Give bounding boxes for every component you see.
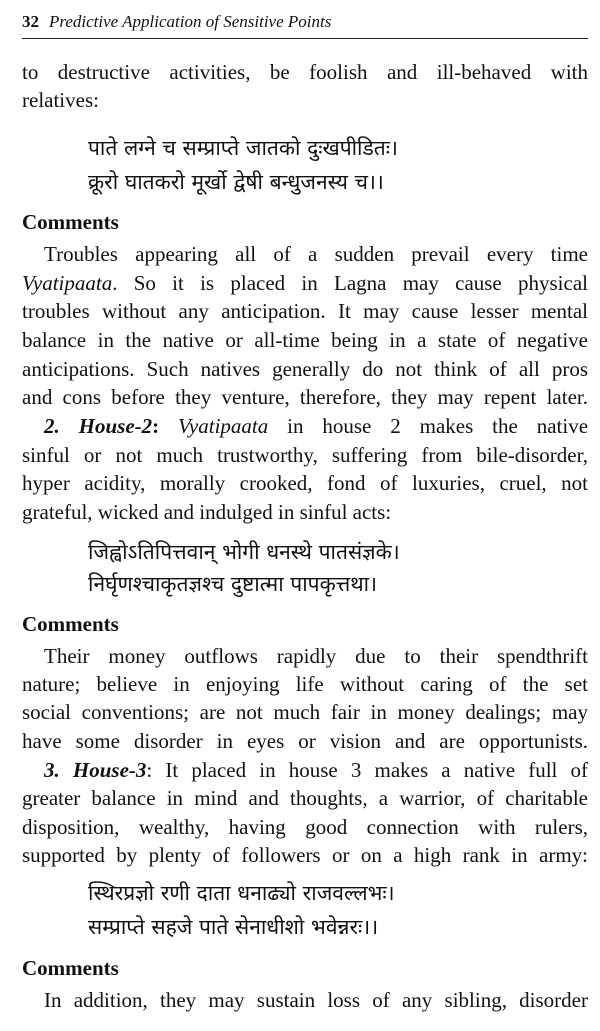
term-vyatipaata: Vyatipaata bbox=[22, 271, 113, 295]
paragraph-line: Vyatipaata. So it is placed in Lagna may cause physical bbox=[22, 271, 588, 295]
paragraph-line: nature; believe in enjoying life without caring of the set bbox=[22, 672, 588, 696]
house-3-heading: 3. House-3 bbox=[44, 758, 147, 782]
comments-heading: Comments bbox=[22, 612, 119, 636]
paragraph-line: troubles without any anticipation. It may cause lesser mental bbox=[22, 299, 588, 323]
sanskrit-verse-line: सम्प्राप्ते सहजे पाते सेनाधीशो भवेन्नरः।। bbox=[88, 915, 379, 939]
sanskrit-verse-line: स्थिरप्रज्ञो रणी दाता धनाढ्यो राजवल्लभः। bbox=[88, 881, 395, 905]
paragraph-line: 3. House-3: It placed in house 3 makes a native full of bbox=[44, 758, 588, 782]
paragraph-line: anticipations. Such natives generally do not think of all pros bbox=[22, 357, 588, 381]
sanskrit-verse-line: क्रूरो घातकरो मूर्खो द्वेषी बन्धुजनस्य च।। bbox=[88, 170, 384, 194]
paragraph-line: to destructive activities, be foolish and ill-behaved with bbox=[22, 60, 588, 84]
page-number: 32 bbox=[22, 12, 39, 31]
running-header bbox=[22, 8, 588, 39]
paragraph-line: disposition, wealthy, having good connection with rulers, bbox=[22, 815, 588, 839]
paragraph-line: Troubles appearing all of a sudden prevail every time bbox=[44, 242, 588, 266]
paragraph-line: greater balance in mind and thoughts, a warrior, of charitable bbox=[22, 786, 588, 810]
sanskrit-verse-line: जिह्वोऽतिपित्तवान् भोगी धनस्थे पातसंज्ञके। bbox=[88, 540, 400, 564]
paragraph-line: grateful, wicked and indulged in sinful acts: bbox=[22, 500, 392, 524]
paragraph-line: hyper acidity, morally crooked, fond of luxuries, cruel, not bbox=[22, 471, 588, 495]
paragraph-line: relatives: bbox=[22, 88, 99, 112]
paragraph-line: Their money outflows rapidly due to their spendthrift bbox=[44, 644, 588, 668]
paragraph-line: balance in the native or all-time being in a state of negative bbox=[22, 328, 588, 352]
paragraph-line: social conventions; are not much fair in money dealings; may bbox=[22, 700, 588, 724]
comments-heading: Comments bbox=[22, 210, 119, 234]
paragraph-line: and cons before they venture, therefore, they may repent later. bbox=[22, 385, 588, 409]
paragraph-line: have some disorder in eyes or vision and are opportunists. bbox=[22, 729, 588, 753]
house-2-heading: 2. House-2 bbox=[44, 414, 153, 438]
paragraph-line: supported by plenty of followers or on a high rank in army: bbox=[22, 843, 588, 867]
paragraph-line: 2. House-2: Vyatipaata in house 2 makes the native bbox=[44, 414, 589, 438]
paragraph-line: In addition, they may sustain loss of any sibling, disorder bbox=[44, 988, 588, 1012]
paragraph-line: sinful or not much trustworthy, suffering from bile-disorder, bbox=[22, 443, 588, 467]
sanskrit-verse-line: पाते लग्ने च सम्प्राप्ते जातको दुःखपीडितः। bbox=[88, 136, 398, 160]
running-title: Predictive Application of Sensitive Points bbox=[49, 12, 332, 31]
sanskrit-verse-line: निर्घृणश्चाकृतज्ञश्च दुष्टात्मा पापकृत्तथा। bbox=[88, 572, 378, 596]
comments-heading: Comments bbox=[22, 956, 119, 980]
